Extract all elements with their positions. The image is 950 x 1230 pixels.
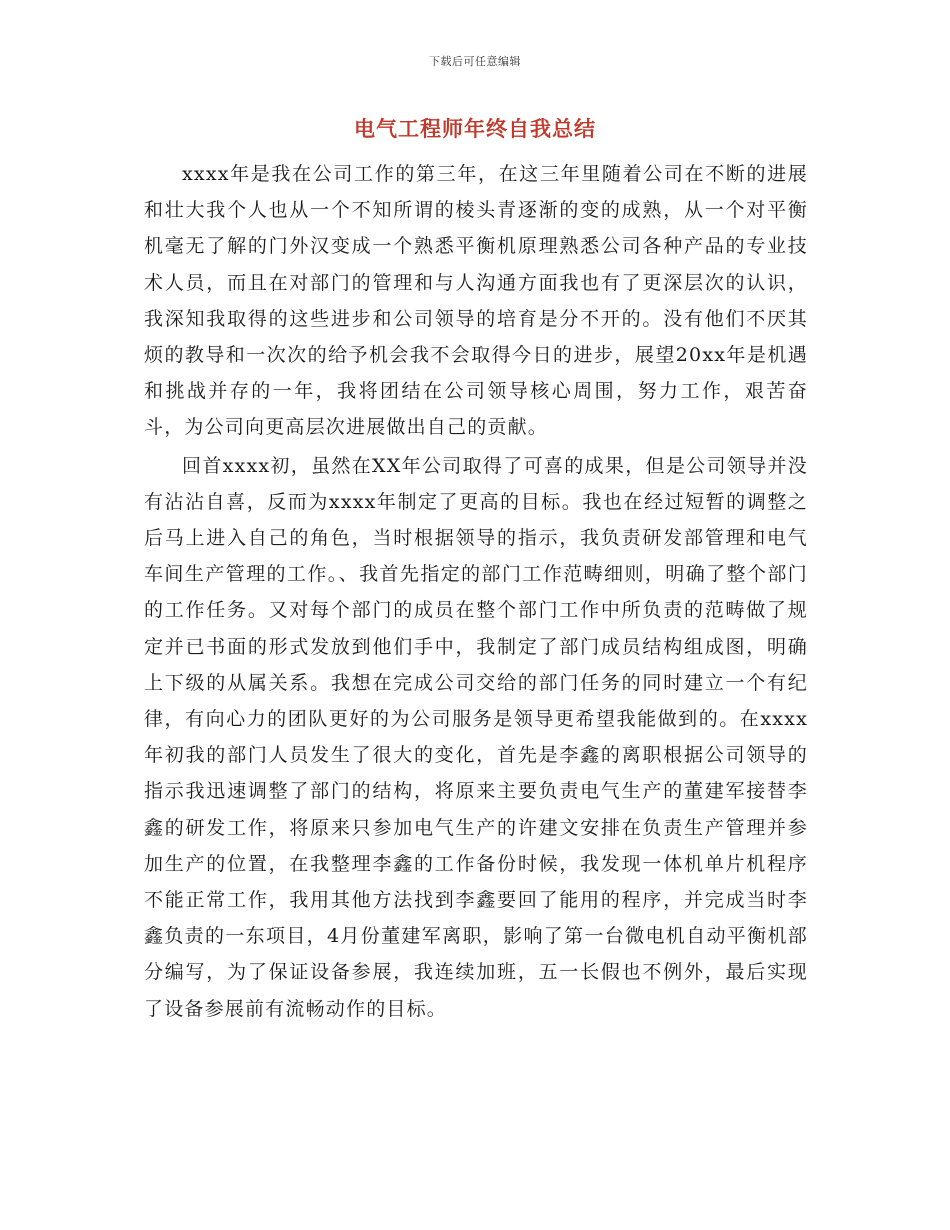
header-note: 下载后可任意编辑 [429,55,521,68]
document-body [144,156,808,1027]
paragraph-1: xxxx年是我在公司工作的第三年，在这三年里随着公司在不断的进展和壮大我个人也从一个不知所谓的棱头青逐渐的变的成熟，从一个对平衡机毫无了解的门外汉变成一个熟悉平衡机原理熟悉公司各种产品的专业技术人员，而且在对部门的管理和与人沟通方面我也有了更深层次的认识，我深知我取得的这些进步和公司领导的培育是分不开的。没有他们不厌其烦的教导和一次次的给予机会我不会取得今日的进步，展望20xx年是机遇和挑战并存的一年，我将团结在公司领导核心周围，努力工作，艰苦奋斗，为公司向更高层次进展做出自己的贡献。 [144,163,808,439]
document-title: 电气工程师年终自我总结 [354,116,596,141]
paragraph-2: 回首xxxx初，虽然在XX年公司取得了可喜的成果，但是公司领导并没有沾沾自喜，反而为xxxx年制定了更高的目标。我也在经过短暂的调整之后马上进入自己的角色，当时根据领导的指示，我负责研发部管理和电气车间生产管理的工作。、我首先指定的部门工作范畴细则，明确了整个部门的工作任务。又对每个部门的成员在整个部门工作中所负责的范畴做了规定并已书面的形式发放到他们手中，我制定了部门成员结构组成图，明确上下级的从属关系。我想在完成公司交给的部门任务的同时建立一个有纪律，有向心力的团队更好的为公司服务是领导更希望我能做到的。在xxxx年初我的部门人员发生了很大的变化，首先是李鑫的离职根据公司领导的指示我迅速调整了部门的结构，将原来主要负责电气生产的董建军接替李鑫的研发工作，将原来只参加电气生产的许建文安排在负责生产管理并参加生产的位置，在我整理李鑫的工作备份时候，我发现一体机单片机程序不能正常工作，我用其他方法找到李鑫要回了能用的程序，并完成当时李鑫负责的一东项目，4月份董建军离职，影响了第一台微电机自动平衡机部分编写，为了保证设备参展，我连续加班，五一长假也不例外，最后实现了设备参展前有流畅动作的目标。 [144,454,808,1020]
